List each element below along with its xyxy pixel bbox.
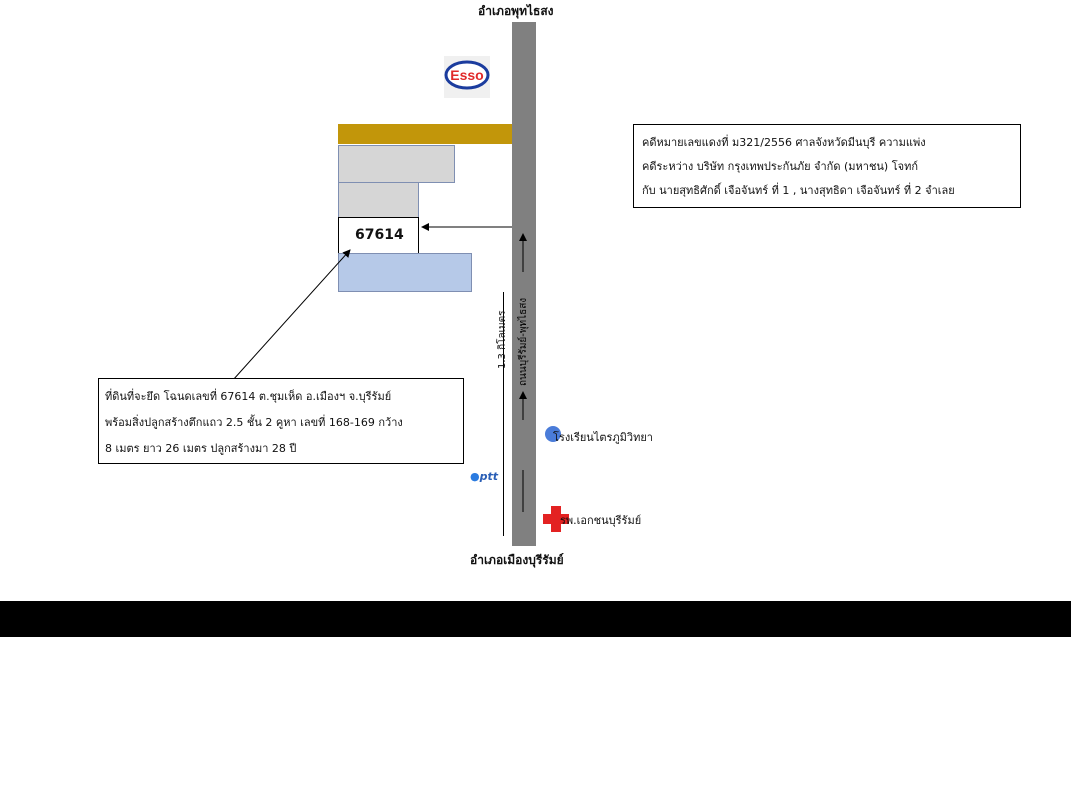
place-label-mueang-buriram: อำเภอเมืองบุรีรัมย์ xyxy=(470,553,564,567)
esso-text: Esso xyxy=(450,67,484,83)
ptt-drop-icon: ● xyxy=(470,470,480,483)
property-desc-line: ที่ดินที่จะยึด โฉนดเลขที่ 67614 ต.ชุมเห็ด อ.เมืองฯ จ.บุรีรัมย์ xyxy=(105,390,392,403)
case-info-line: กับ นายสุทธิศักดิ์ เจือจันทร์ ที่ 1 , นางสุทธิดา เจือจันทร์ ที่ 2 จำเลย xyxy=(642,184,955,197)
distance-label: 1.3 กิโลเมตร xyxy=(497,310,508,370)
hospital-label: รพ.เอกชนบุรีรัมย์ xyxy=(560,514,642,527)
place-label-phutthaisong: อำเภอพุทไธสง xyxy=(478,4,554,18)
school-label: โรงเรียนไตรภูมิวิทยา xyxy=(553,431,653,444)
pointer-arrow-desc-to-plot xyxy=(233,250,350,380)
ptt-logo xyxy=(470,470,498,483)
subject-plot-number: 67614 xyxy=(355,227,404,243)
case-info-line: คดีระหว่าง บริษัท กรุงเทพประกันภัย จำกัด (มหาชน) โจทก์ xyxy=(642,160,918,173)
property-description-box xyxy=(98,378,464,464)
case-info-box xyxy=(633,124,1021,208)
road-name-label: ถนนบุรีรัมย์-พุทไธสง xyxy=(518,297,529,387)
property-desc-line: 8 เมตร ยาว 26 เมตร ปลูกสร้างมา 28 ปี xyxy=(105,442,297,455)
ptt-logo-text: ptt xyxy=(479,470,498,483)
black-band xyxy=(0,601,1071,637)
case-info-line: คดีหมายเลขแดงที่ ม321/2556 ศาลจังหวัดมีนบุรี ความแพ่ง xyxy=(642,136,926,149)
property-desc-line: พร้อมสิ่งปลูกสร้างตึกแถว 2.5 ชั้น 2 คูหา เลขที่ 168-169 กว้าง xyxy=(105,416,403,429)
